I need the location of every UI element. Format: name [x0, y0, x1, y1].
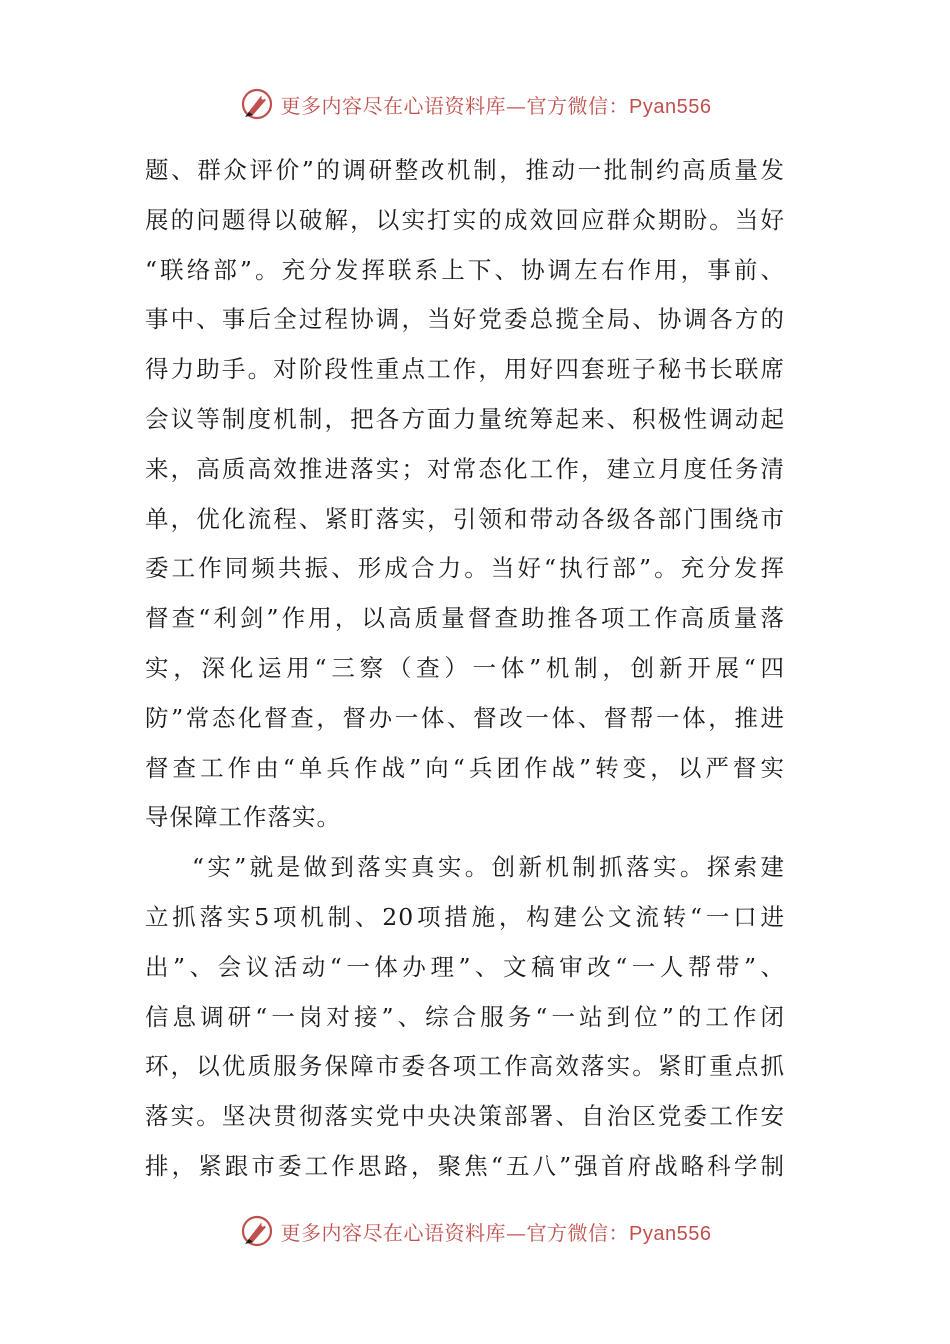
text-line: 事中、事后全过程协调，当好党委总揽全局、协调各方的	[145, 305, 785, 334]
text-line: 督查“利剑”作用，以高质量督查助推各项工作高质量落	[145, 604, 785, 633]
text-line: 得力助手。对阶段性重点工作，用好四套班子秘书长联席	[145, 355, 785, 384]
text-line: 来，高质高效推进落实；对常态化工作，建立月度任务清	[145, 454, 785, 483]
pen-nib-circle-icon	[239, 1213, 275, 1249]
body-text	[145, 146, 785, 1192]
text-line: 展的问题得以破解，以实打实的成效回应群众期盼。当好	[145, 205, 785, 234]
footer-banner	[0, 1211, 950, 1251]
banner-wechat-handle: Pyan556	[629, 1222, 712, 1245]
text-line: 委工作同频共振、形成合力。当好“执行部”。充分发挥	[145, 554, 785, 583]
header-banner	[0, 84, 950, 124]
banner-slogan: 更多内容尽在心语资料库—官方微信：	[280, 93, 630, 118]
banner-wechat-handle: Pyan556	[629, 95, 712, 118]
text-line: 信息调研“一岗对接”、综合服务“一站到位”的工作闭	[145, 1002, 785, 1031]
pen-nib-circle-icon	[239, 86, 275, 122]
banner-slogan: 更多内容尽在心语资料库—官方微信：	[280, 1220, 630, 1245]
text-line: 出”、会议活动“一体办理”、文稿审改“一人帮带”、	[145, 952, 785, 981]
banner-text	[281, 1217, 712, 1246]
banner-text	[281, 90, 712, 119]
text-line: 会议等制度机制，把各方面力量统筹起来、积极性调动起	[145, 404, 785, 433]
text-line: 排，紧跟市委工作思路，聚焦“五八”强首府战略科学制	[145, 1151, 785, 1180]
text-line: 题、群众评价”的调研整改机制，推动一批制约高质量发	[145, 156, 785, 184]
text-line: 立抓落实5项机制、20项措施，构建公文流转“一口进	[145, 902, 785, 931]
text-line: 导保障工作落实。	[145, 803, 341, 832]
text-line: 防”常态化督查，督办一体、督改一体、督帮一体，推进	[145, 703, 785, 732]
text-line: 单，优化流程、紧盯落实，引领和带动各级各部门围绕市	[145, 504, 785, 533]
text-line: 落实。坚决贯彻落实党中央决策部署、自治区党委工作安	[145, 1102, 785, 1131]
text-line: “实”就是做到落实真实。创新机制抓落实。探索建	[192, 853, 785, 882]
text-line: 督查工作由“单兵作战”向“兵团作战”转变，以严督实	[145, 753, 785, 782]
text-line: “联络部”。充分发挥联系上下、协调左右作用，事前、	[145, 255, 785, 284]
text-line: 环，以优质服务保障市委各项工作高效落实。紧盯重点抓	[145, 1052, 785, 1081]
text-line: 实，深化运用“三察（查）一体”机制，创新开展“四	[145, 653, 785, 682]
